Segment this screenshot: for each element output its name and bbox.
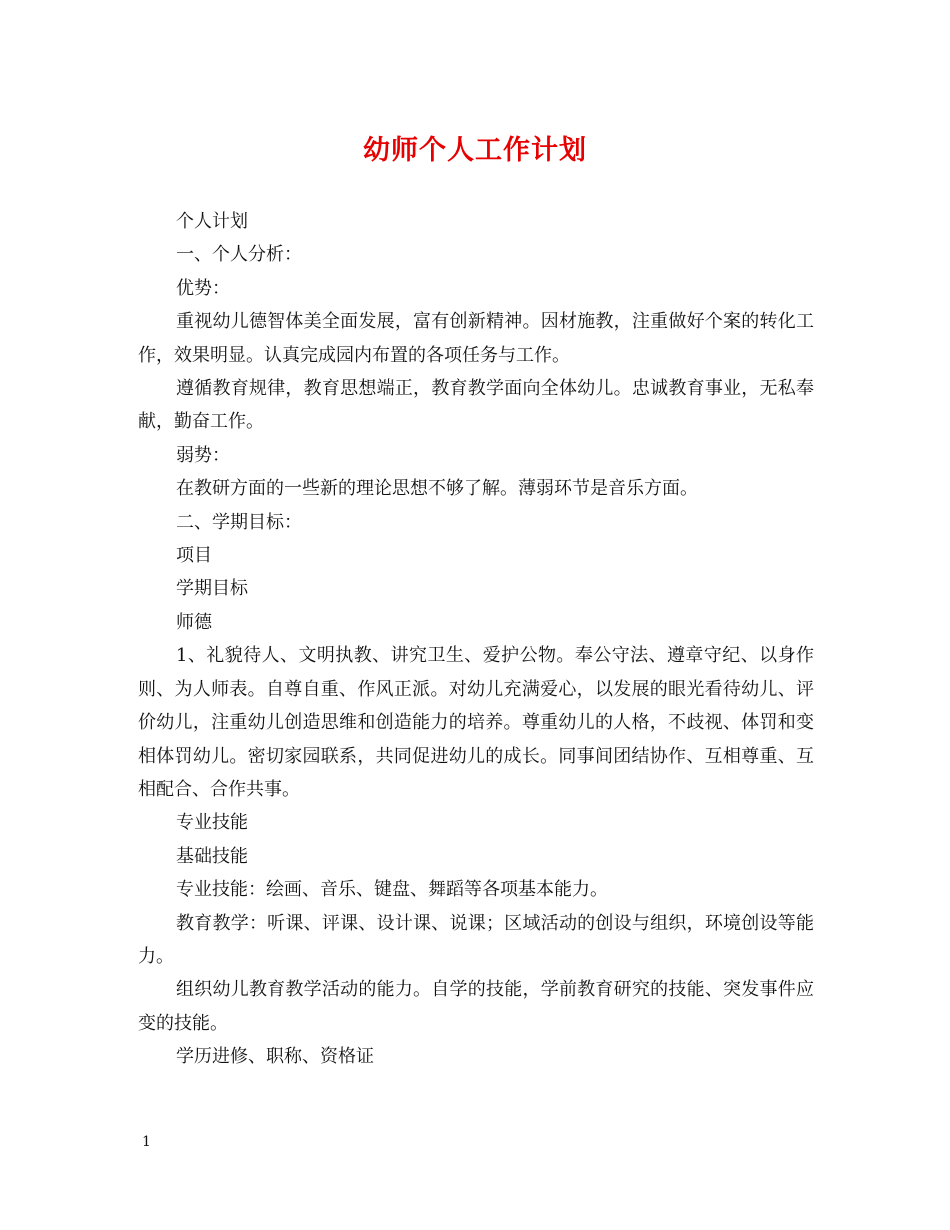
paragraph: 在教研方面的一些新的理论思想不够了解。薄弱环节是音乐方面。 — [176, 478, 698, 500]
paragraph: 专业技能：绘画、音乐、键盘、舞蹈等各项基本能力。 — [176, 879, 608, 901]
section-heading: 二、学期目标： — [176, 511, 302, 533]
paragraph: 学期目标 — [176, 578, 248, 600]
paragraph: 学历进修、职称、资格证 — [176, 1046, 374, 1068]
paragraph: 弱势： — [176, 444, 230, 466]
paragraph: 组织幼儿教育教学活动的能力。自学的技能，学前教育研究的技能、突发事件应变的技能。 — [138, 979, 814, 1034]
page-number: 1 — [142, 1134, 151, 1150]
paragraph: 师德 — [176, 611, 212, 633]
paragraph: 专业技能 — [176, 812, 248, 834]
paragraph: 遵循教育规律，教育思想端正，教育教学面向全体幼儿。忠诚教育事业，无私奉献，勤奋工作。 — [138, 378, 814, 433]
document-body — [138, 205, 814, 1074]
paragraph: 基础技能 — [176, 845, 248, 867]
paragraph: 项目 — [176, 545, 212, 567]
paragraph: 1、礼貌待人、文明执教、讲究卫生、爱护公物。奉公守法、遵章守纪、以身作则、为人师表。自尊自重、作风正派。对幼儿充满爱心，以发展的眼光看待幼儿、评价幼儿，注重幼儿创造思维和创造能力的培养。尊重幼儿的人格，不歧视、体罚和变相体罚幼儿。密切家园联系，共同促进幼儿的成长。同事间团结协作、互相尊重、互相配合、合作共事。 — [138, 645, 814, 800]
section-heading: 一、个人分析： — [176, 244, 302, 266]
paragraph: 教育教学：听课、评课、设计课、说课；区域活动的创设与组织，环境创设等能力。 — [138, 912, 814, 967]
document-title: 幼师个人工作计划 — [363, 135, 587, 166]
paragraph: 个人计划 — [176, 211, 248, 232]
paragraph: 重视幼儿德智体美全面发展，富有创新精神。因材施教，注重做好个案的转化工作，效果明显。认真完成园内布置的各项任务与工作。 — [138, 311, 814, 366]
paragraph: 优势： — [176, 277, 230, 299]
